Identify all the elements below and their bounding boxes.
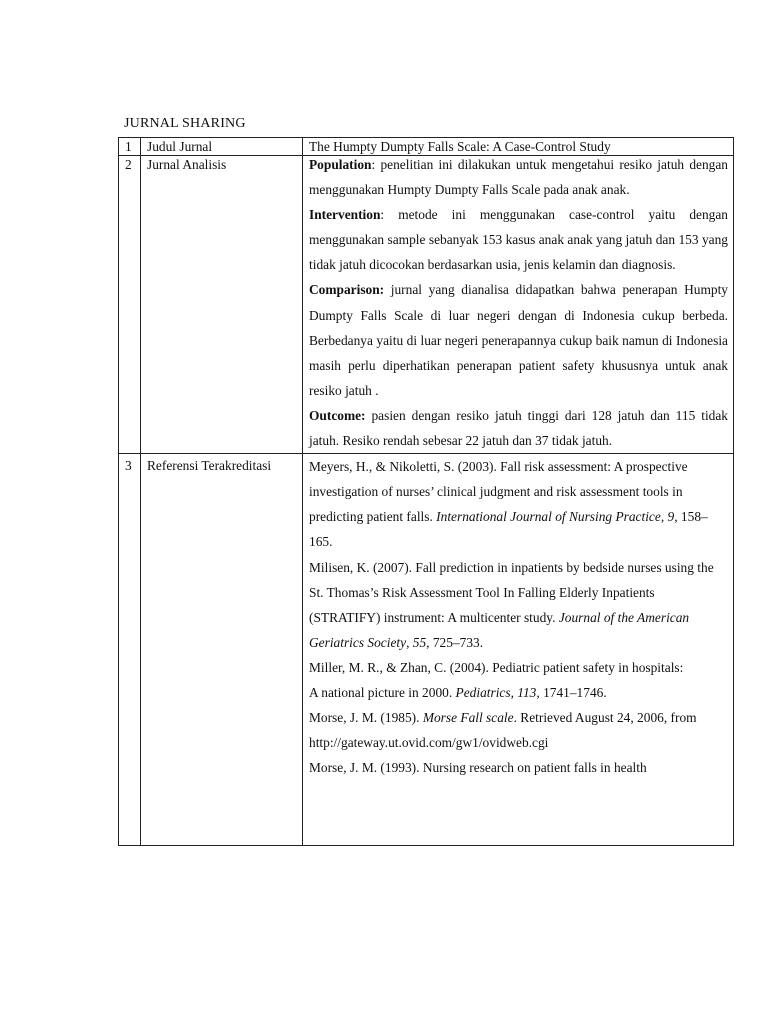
reference-item <box>309 479 728 554</box>
reference-text: Milisen, K. (2007). Fall prediction in inpatients by bedside nurses using the St. Thomas’s Risk Assessment Tool In Falling Elderly Inpatients (STRATIFY) instrument: A multicenter study. <box>309 559 714 625</box>
document-title: JURNAL SHARING <box>124 116 246 131</box>
reference-text: . Retrieved August 24, 2006, from <box>513 710 697 726</box>
intervention-heading: Intervention <box>309 207 381 223</box>
analysis-content <box>303 156 734 454</box>
reference-volume: 113 <box>517 684 537 700</box>
reference-journal: Journal of the American Geriatrics Society <box>309 609 690 650</box>
population-heading: Population <box>309 157 372 172</box>
references-list <box>309 454 728 842</box>
reference-journal: International Journal of Nursing Practice <box>436 509 661 525</box>
row-label: Judul Jurnal <box>141 138 303 156</box>
table-row <box>119 454 734 846</box>
row-label: Referensi Terakreditasi <box>141 454 303 846</box>
reference-separator: , <box>510 684 518 700</box>
outcome-heading: Outcome: <box>309 407 366 423</box>
population-section <box>309 152 728 202</box>
reference-item <box>309 454 728 479</box>
reference-pages: , 158–165. <box>309 509 708 550</box>
reference-text: Meyers, H., & Nikoletti, S. (2003). Fall risk assessment: A prospective <box>309 459 688 475</box>
references-content <box>303 454 734 846</box>
reference-pages: , 725–733. <box>426 634 484 650</box>
intervention-section <box>309 202 728 277</box>
reference-separator: , <box>406 634 413 650</box>
population-text: : penelitian ini dilakukan untuk mengetahui resiko jatuh dengan menggunakan Humpty Dumpty Falls Scale pada anak anak. <box>309 157 728 198</box>
reference-text: Miller, M. R., & Zhan, C. (2004). Pediatric patient safety in hospitals: <box>309 659 684 675</box>
row-number: 1 <box>119 138 141 156</box>
reference-text: Morse, J. M. (1993). Nursing research on patient falls in health <box>309 760 647 776</box>
journal-table <box>118 137 734 846</box>
comparison-text: jurnal yang dianalisa didapatkan bahwa penerapan Humpty Dumpty Falls Scale di luar negeri dengan di Indonesia cukup berbeda. Berbedanya yaitu di luar negeri penerapannya cukup baik namun di Indonesia masih perlu diperhatikan penerapan patient safety khususnya untuk anak resiko jatuh . <box>309 282 728 398</box>
reference-volume: 9 <box>667 509 675 525</box>
reference-separator: , <box>660 509 668 525</box>
row-number: 3 <box>119 454 141 846</box>
outcome-section <box>309 403 728 453</box>
reference-pages: , 1741–1746. <box>536 684 607 700</box>
reference-item <box>309 755 728 780</box>
reference-volume: 55 <box>412 634 427 650</box>
row-label: Jurnal Analisis <box>141 156 303 454</box>
reference-item <box>309 705 728 730</box>
reference-text: A national picture in 2000. <box>309 684 456 700</box>
table-row <box>119 156 734 454</box>
reference-item <box>309 680 728 705</box>
reference-title: Morse Fall scale <box>422 710 514 726</box>
reference-text: Morse, J. M. (1985). <box>309 710 423 726</box>
outcome-text: pasien dengan resiko jatuh tinggi dari 128 jatuh dan 115 tidak jatuh. Resiko rendah sebesar 22 jatuh dan 37 tidak jatuh. <box>309 407 728 449</box>
intervention-text: : metode ini menggunakan case-control yaitu dengan menggunakan sample sebanyak 153 kasus anak anak yang jatuh dan 153 yang tidak jatuh dicocokan berdasarkan usia, jenis kelamin dan diagnosis. <box>309 207 728 273</box>
reference-journal: Pediatrics <box>455 684 511 700</box>
reference-item <box>309 730 728 755</box>
reference-item <box>309 655 728 680</box>
comparison-section <box>309 277 728 402</box>
reference-url: http://gateway.ut.ovid.com/gw1/ovidweb.cgi <box>309 735 549 751</box>
reference-text: investigation of nurses’ clinical judgment and risk assessment tools in predicting patient falls. <box>309 484 683 525</box>
reference-item <box>309 555 728 655</box>
row-number: 2 <box>119 156 141 454</box>
journal-title: The Humpty Dumpty Falls Scale: A Case-Control Study <box>303 138 734 156</box>
comparison-heading: Comparison: <box>309 282 385 298</box>
